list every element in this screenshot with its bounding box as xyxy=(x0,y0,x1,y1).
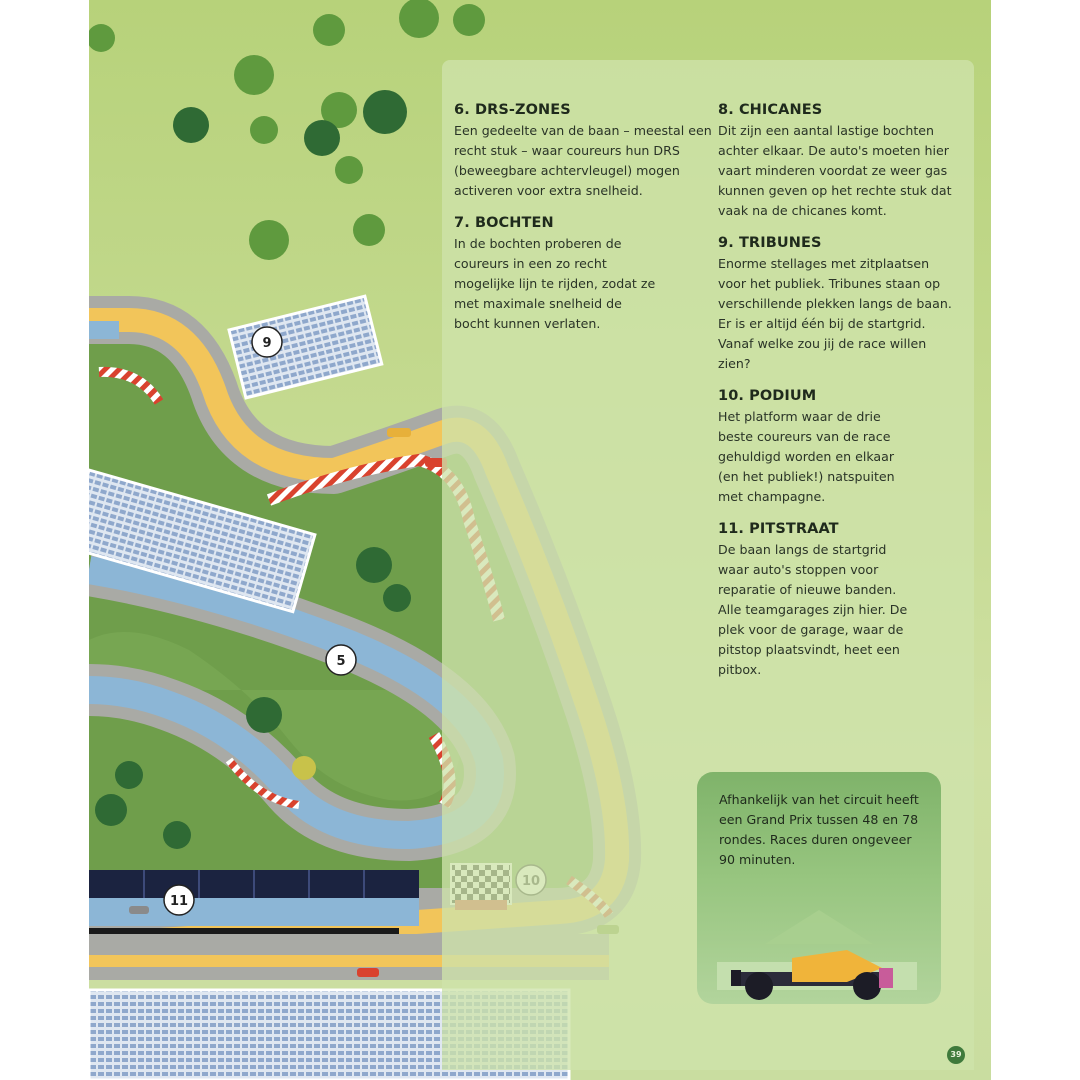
marker-9 xyxy=(252,327,282,357)
section-body: Het platform waar de drie beste coureurs van de race gehuldigd worden en elkaar (en het publiek!) natspuiten met champagne. xyxy=(718,409,895,504)
yellow-bush xyxy=(292,756,316,780)
trees xyxy=(89,0,485,260)
svg-text:11: 11 xyxy=(169,894,189,909)
svg-text:9: 9 xyxy=(262,336,272,351)
marker-11 xyxy=(164,885,194,915)
section-heading: 8. CHICANES xyxy=(718,102,823,118)
text-column-left xyxy=(454,102,714,348)
section-drs-zones xyxy=(454,102,714,201)
section-heading: 7. BOCHTEN xyxy=(454,215,554,231)
section-bochten xyxy=(454,215,714,334)
pit-wall xyxy=(89,928,399,934)
section-heading: 9. TRIBUNES xyxy=(718,235,822,251)
marker-5 xyxy=(326,645,356,675)
section-heading: 11. PITSTRAAT xyxy=(718,521,839,537)
info-box-text: Afhankelijk van het circuit heeft een Grand Prix tussen 48 en 78 rondes. Races duren ongeveer 90 minuten. xyxy=(719,792,919,867)
text-column-right xyxy=(718,102,953,694)
svg-text:5: 5 xyxy=(336,654,346,669)
f1-car-icon xyxy=(697,772,941,1004)
section-body: Enorme stellages met zitplaatsen voor het publiek. Tribunes staan op verschillende plekken langs de baan. Er is er altijd één bij de startgrid. Vanaf welke zou jij de race willen zien? xyxy=(718,256,952,371)
section-body: Een gedeelte van de baan – meestal een recht stuk – waar coureurs hun DRS (beweegbare achtervleugel) mogen activeren voor extra snelheid. xyxy=(454,123,712,198)
section-heading: 10. PODIUM xyxy=(718,388,817,404)
grandstand-9 xyxy=(229,296,382,398)
section-chicanes xyxy=(718,102,953,221)
section-podium xyxy=(718,388,953,507)
info-box xyxy=(697,772,941,1004)
section-body: Dit zijn een aantal lastige bochten achter elkaar. De auto's moeten hier vaart minderen voordat ze weer gas kunnen geven op het rechte stuk dat vaak na de chicanes komt. xyxy=(718,123,952,218)
section-pitstraat xyxy=(718,521,953,680)
section-tribunes xyxy=(718,235,953,374)
book-page xyxy=(89,0,991,1080)
section-body: In de bochten proberen de coureurs in een zo recht mogelijke lijn te rijden, zodat ze met maximale snelheid de bocht kunnen verlaten. xyxy=(454,236,656,331)
section-heading: 6. DRS-ZONES xyxy=(454,102,571,118)
page-number: 39 xyxy=(947,1046,965,1064)
section-body: De baan langs de startgrid waar auto's stoppen voor reparatie of nieuwe banden. Alle teamgarages zijn hier. De plek voor de garage, waar de pitstop plaatsvindt, heet een pitbox. xyxy=(718,542,908,677)
